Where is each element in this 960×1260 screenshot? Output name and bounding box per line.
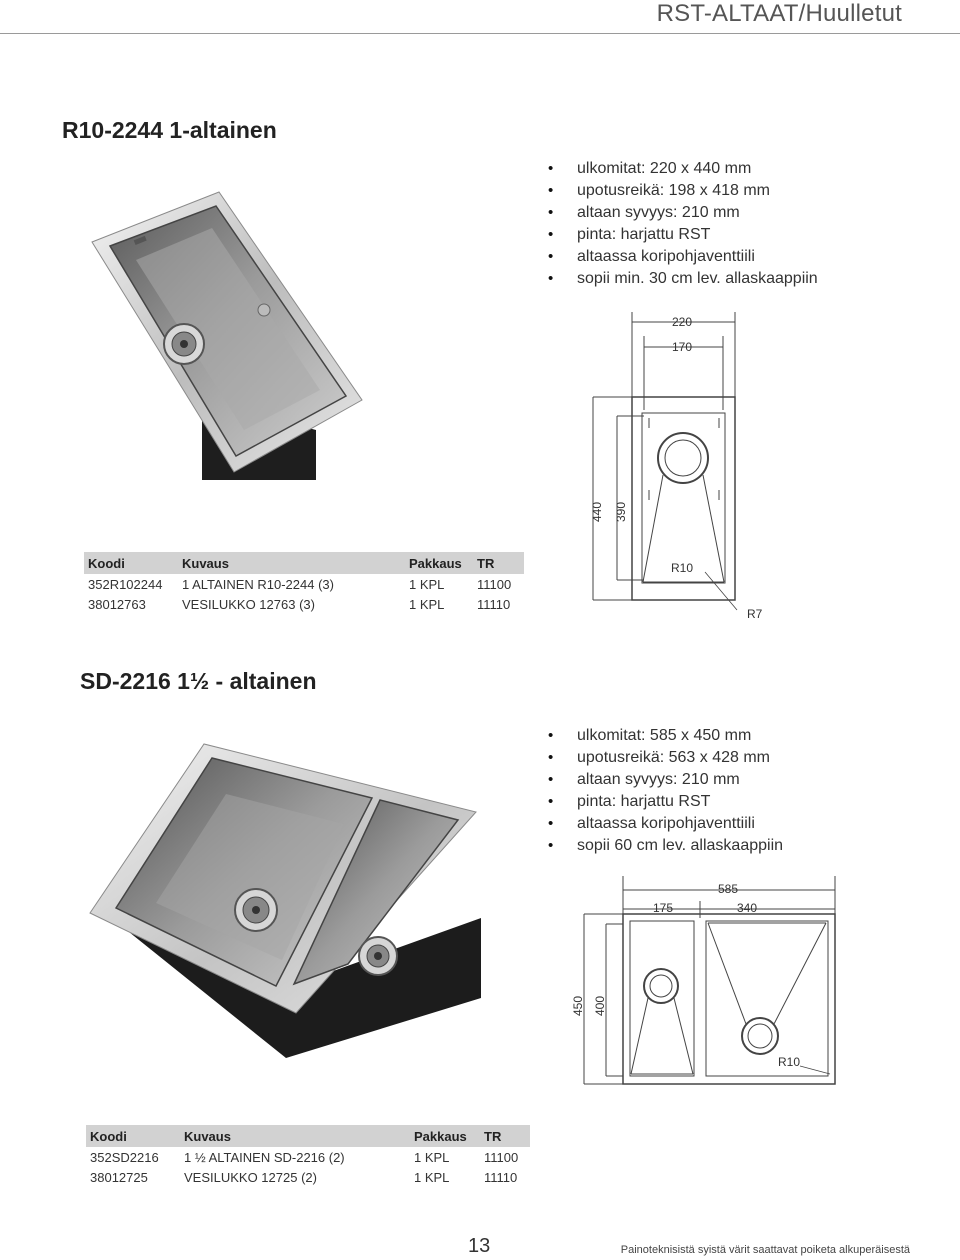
cell-tr: 11100 (477, 576, 512, 592)
technical-drawing-sd-2216 (570, 876, 845, 1086)
cell-kuvaus: 1 ½ ALTAINEN SD-2216 (2) (184, 1149, 345, 1165)
product-title-sd-2216: SD-2216 1½ - altainen (80, 668, 317, 694)
table-row (86, 1147, 530, 1167)
cell-koodi: 352SD2216 (90, 1149, 159, 1165)
table-row (86, 1167, 530, 1187)
dim-length-inner: 400 (593, 995, 607, 1016)
col-header-kuvaus: Kuvaus (182, 552, 409, 574)
technical-drawing-r10-2244 (585, 310, 765, 630)
spec-item: • pinta: harjattu RST (548, 224, 818, 246)
col-header-pakkaus: Pakkaus (414, 1125, 484, 1147)
sink-photo-sd-2216 (86, 738, 486, 1068)
dim-width-inner: 170 (672, 340, 693, 354)
table-header-row (84, 552, 524, 574)
table-row (84, 594, 524, 614)
radius-label-r10: R10 (671, 561, 694, 575)
radius-label-r10: R10 (778, 1055, 801, 1069)
col-header-koodi: Koodi (84, 552, 182, 574)
spec-item: • upotusreikä: 563 x 428 mm (548, 747, 783, 769)
dim-length-inner: 390 (614, 501, 628, 522)
cell-tr: 11110 (477, 596, 511, 612)
cell-koodi: 38012725 (90, 1169, 148, 1185)
cell-kuvaus: VESILUKKO 12725 (2) (184, 1169, 317, 1185)
cell-koodi: 38012763 (88, 596, 146, 612)
spec-item: • sopii 60 cm lev. allaskaappiin (548, 835, 783, 857)
product-table-r10-2244 (84, 552, 524, 614)
dim-length-outer: 440 (590, 501, 604, 522)
cell-pakkaus: 1 KPL (409, 576, 445, 592)
col-header-tr: TR (484, 1125, 530, 1147)
spec-item: • ulkomitat: 585 x 450 mm (548, 725, 783, 747)
page-header-title: RST-ALTAAT/Huulletut (656, 0, 902, 27)
cell-kuvaus: VESILUKKO 12763 (3) (182, 596, 315, 612)
cell-kuvaus: 1 ALTAINEN R10-2244 (3) (182, 576, 334, 592)
spec-list-sd-2216 (548, 725, 783, 857)
spec-item: • sopii min. 30 cm lev. allaskaappiin (548, 268, 818, 290)
cell-pakkaus: 1 KPL (414, 1169, 450, 1185)
col-header-koodi: Koodi (86, 1125, 184, 1147)
sink-photo-r10-2244 (84, 180, 384, 480)
spec-item: • pinta: harjattu RST (548, 791, 783, 813)
col-header-kuvaus: Kuvaus (184, 1125, 414, 1147)
cell-pakkaus: 1 KPL (409, 596, 445, 612)
header-divider (0, 33, 960, 34)
dim-width-small-bowl: 175 (653, 901, 674, 915)
col-header-tr: TR (477, 552, 524, 574)
spec-item: • altaan syvyys: 210 mm (548, 202, 818, 224)
radius-label-r7: R7 (747, 607, 763, 621)
spec-item: • altaassa koripohjaventtiili (548, 813, 783, 835)
spec-item: • upotusreikä: 198 x 418 mm (548, 180, 818, 202)
product-table-sd-2216 (86, 1125, 530, 1187)
spec-item: • altaan syvyys: 210 mm (548, 769, 783, 791)
dim-length-outer: 450 (571, 995, 585, 1016)
dim-width-outer: 220 (672, 315, 693, 329)
dim-width-large-bowl: 340 (737, 901, 758, 915)
page-number: 13 (468, 1235, 491, 1257)
table-row (84, 574, 524, 594)
cell-tr: 11100 (484, 1149, 519, 1165)
spec-item: • altaassa koripohjaventtiili (548, 246, 818, 268)
cell-tr: 11110 (484, 1169, 518, 1185)
print-disclaimer: Painoteknisistä syistä värit saattavat poiketa alkuperäisestä (620, 1244, 910, 1256)
product-title-r10-2244: R10-2244 1-altainen (62, 117, 277, 143)
table-header-row (86, 1125, 530, 1147)
cell-koodi: 352R102244 (88, 576, 163, 592)
dim-width-outer: 585 (718, 882, 739, 896)
spec-list-r10-2244 (548, 158, 818, 290)
cell-pakkaus: 1 KPL (414, 1149, 450, 1165)
spec-item: • ulkomitat: 220 x 440 mm (548, 158, 818, 180)
col-header-pakkaus: Pakkaus (409, 552, 477, 574)
